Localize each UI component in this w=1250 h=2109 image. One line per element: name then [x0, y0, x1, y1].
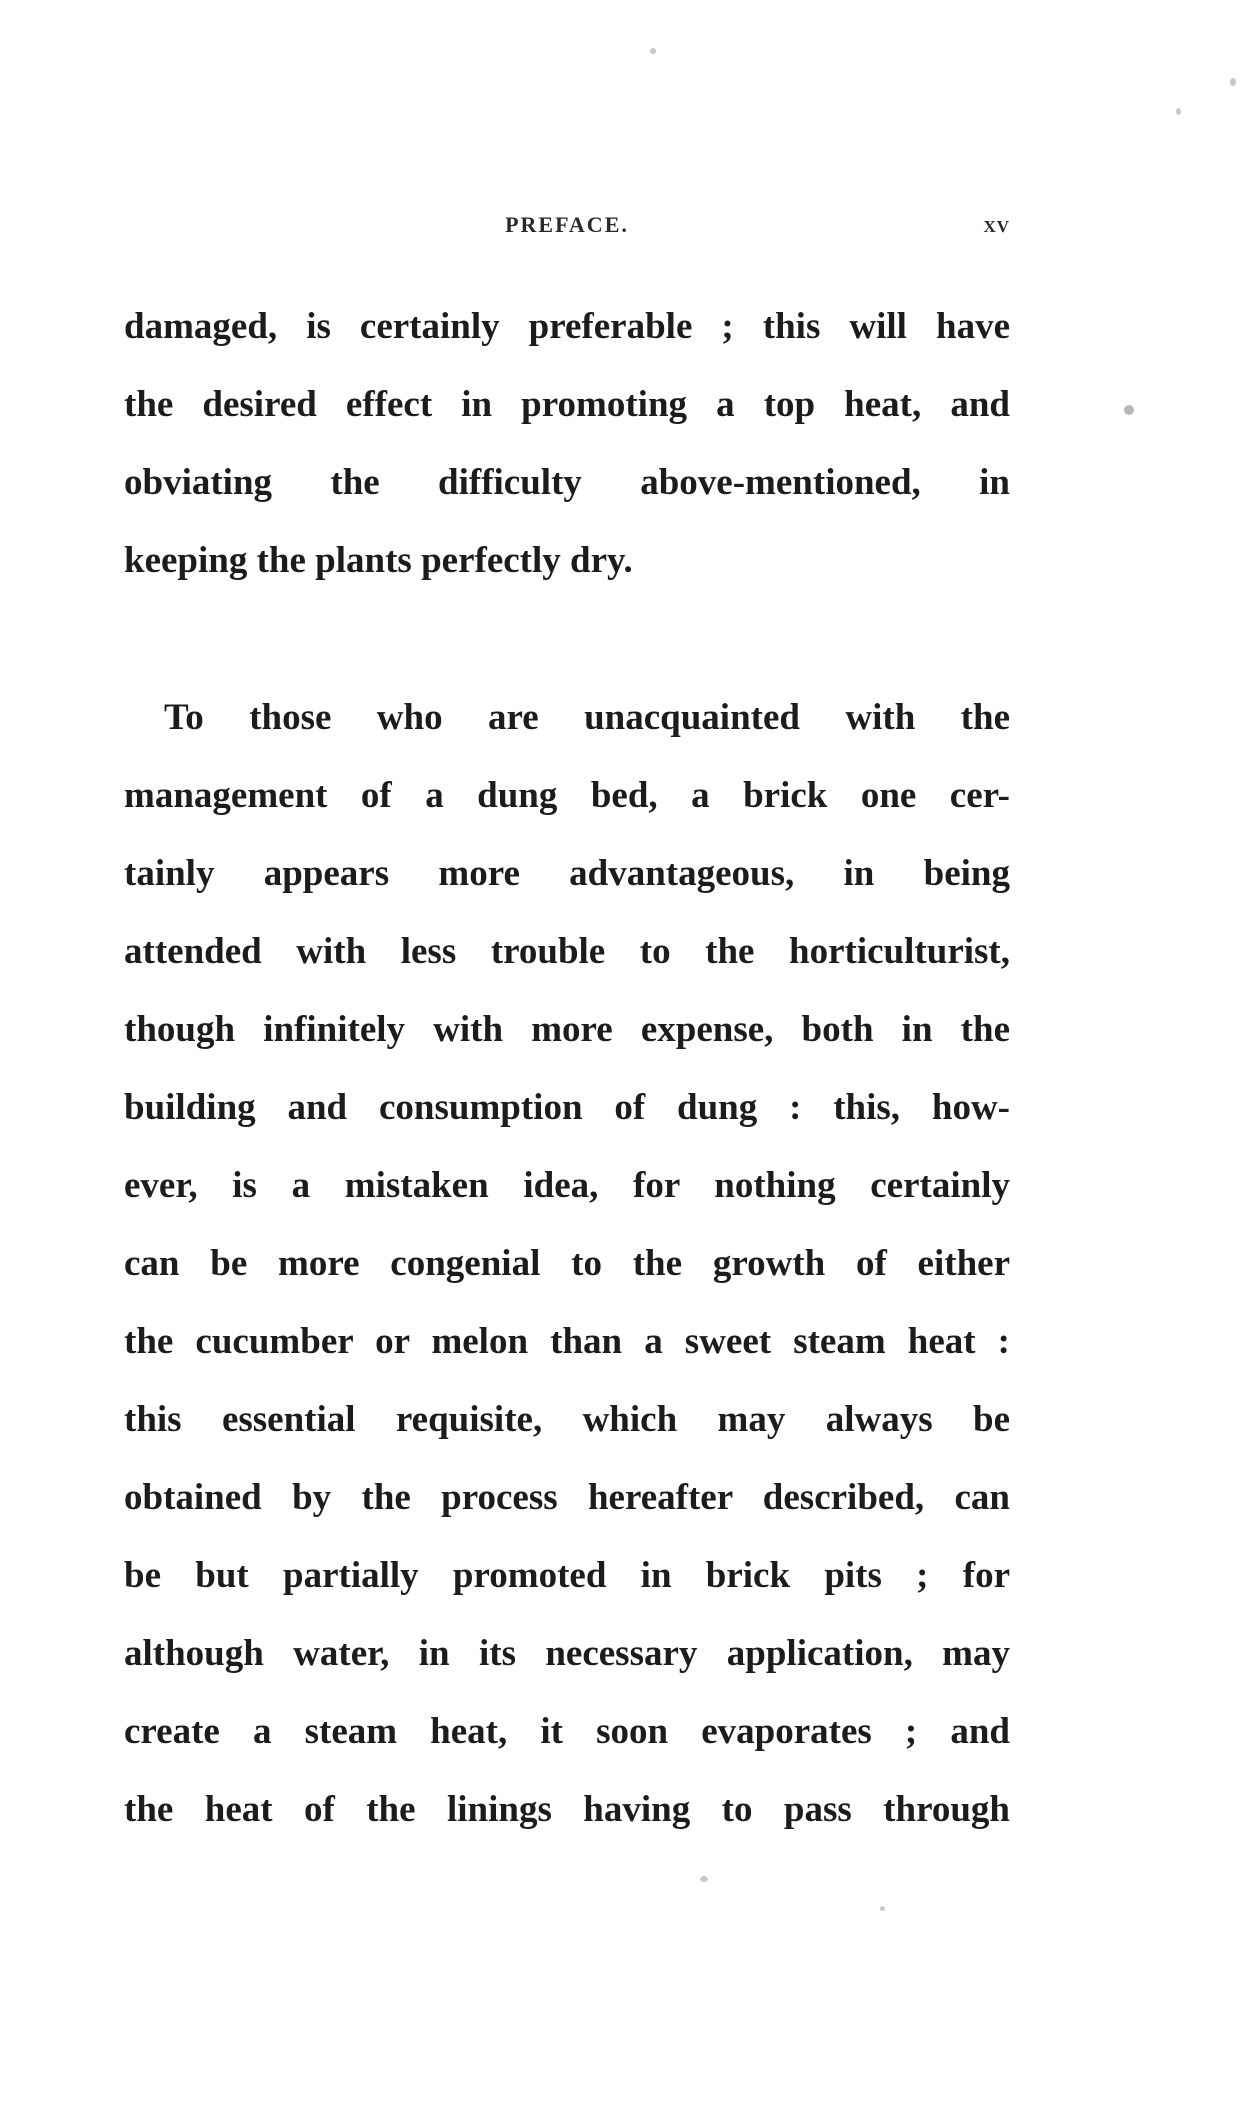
text-line: this essential requisite, which may always be [124, 1399, 1010, 1440]
text-line: the cucumber or melon than a sweet steam heat : [124, 1321, 1010, 1362]
text-line: tainly appears more advantageous, in being [124, 853, 1010, 894]
text-line: To those who are unacquainted with the [164, 697, 1010, 738]
text-line: the heat of the linings having to pass through [124, 1789, 1010, 1830]
text-line: building and consumption of dung : this, how- [124, 1087, 1010, 1128]
running-head [124, 212, 1010, 252]
text-line: attended with less trouble to the horticulturist, [124, 931, 1010, 972]
text-line: be but partially promoted in brick pits ; for [124, 1555, 1010, 1596]
text-line: although water, in its necessary application, may [124, 1633, 1010, 1674]
text-line: management of a dung bed, a brick one cer- [124, 775, 1010, 816]
text-line: keeping the plants perfectly dry. [124, 540, 633, 581]
scan-speck [1124, 405, 1134, 415]
scan-speck [1176, 108, 1181, 115]
scan-speck [880, 1906, 885, 1911]
text-line: obviating the difficulty above-mentioned, in [124, 462, 1010, 503]
text-line: can be more congenial to the growth of either [124, 1243, 1010, 1284]
page-title: PREFACE. [505, 212, 629, 237]
page-number: xv [983, 212, 1010, 238]
text-line: though infinitely with more expense, both in the [124, 1009, 1010, 1050]
scan-speck [650, 48, 656, 54]
text-line: obtained by the process hereafter described, can [124, 1477, 1010, 1518]
text-line: damaged, is certainly preferable ; this will have [124, 306, 1010, 347]
text-line: create a steam heat, it soon evaporates ; and [124, 1711, 1010, 1752]
scan-speck [1230, 78, 1236, 86]
text-line: the desired effect in promoting a top heat, and [124, 384, 1010, 425]
text-line: ever, is a mistaken idea, for nothing certainly [124, 1165, 1010, 1206]
scan-speck [700, 1876, 708, 1882]
